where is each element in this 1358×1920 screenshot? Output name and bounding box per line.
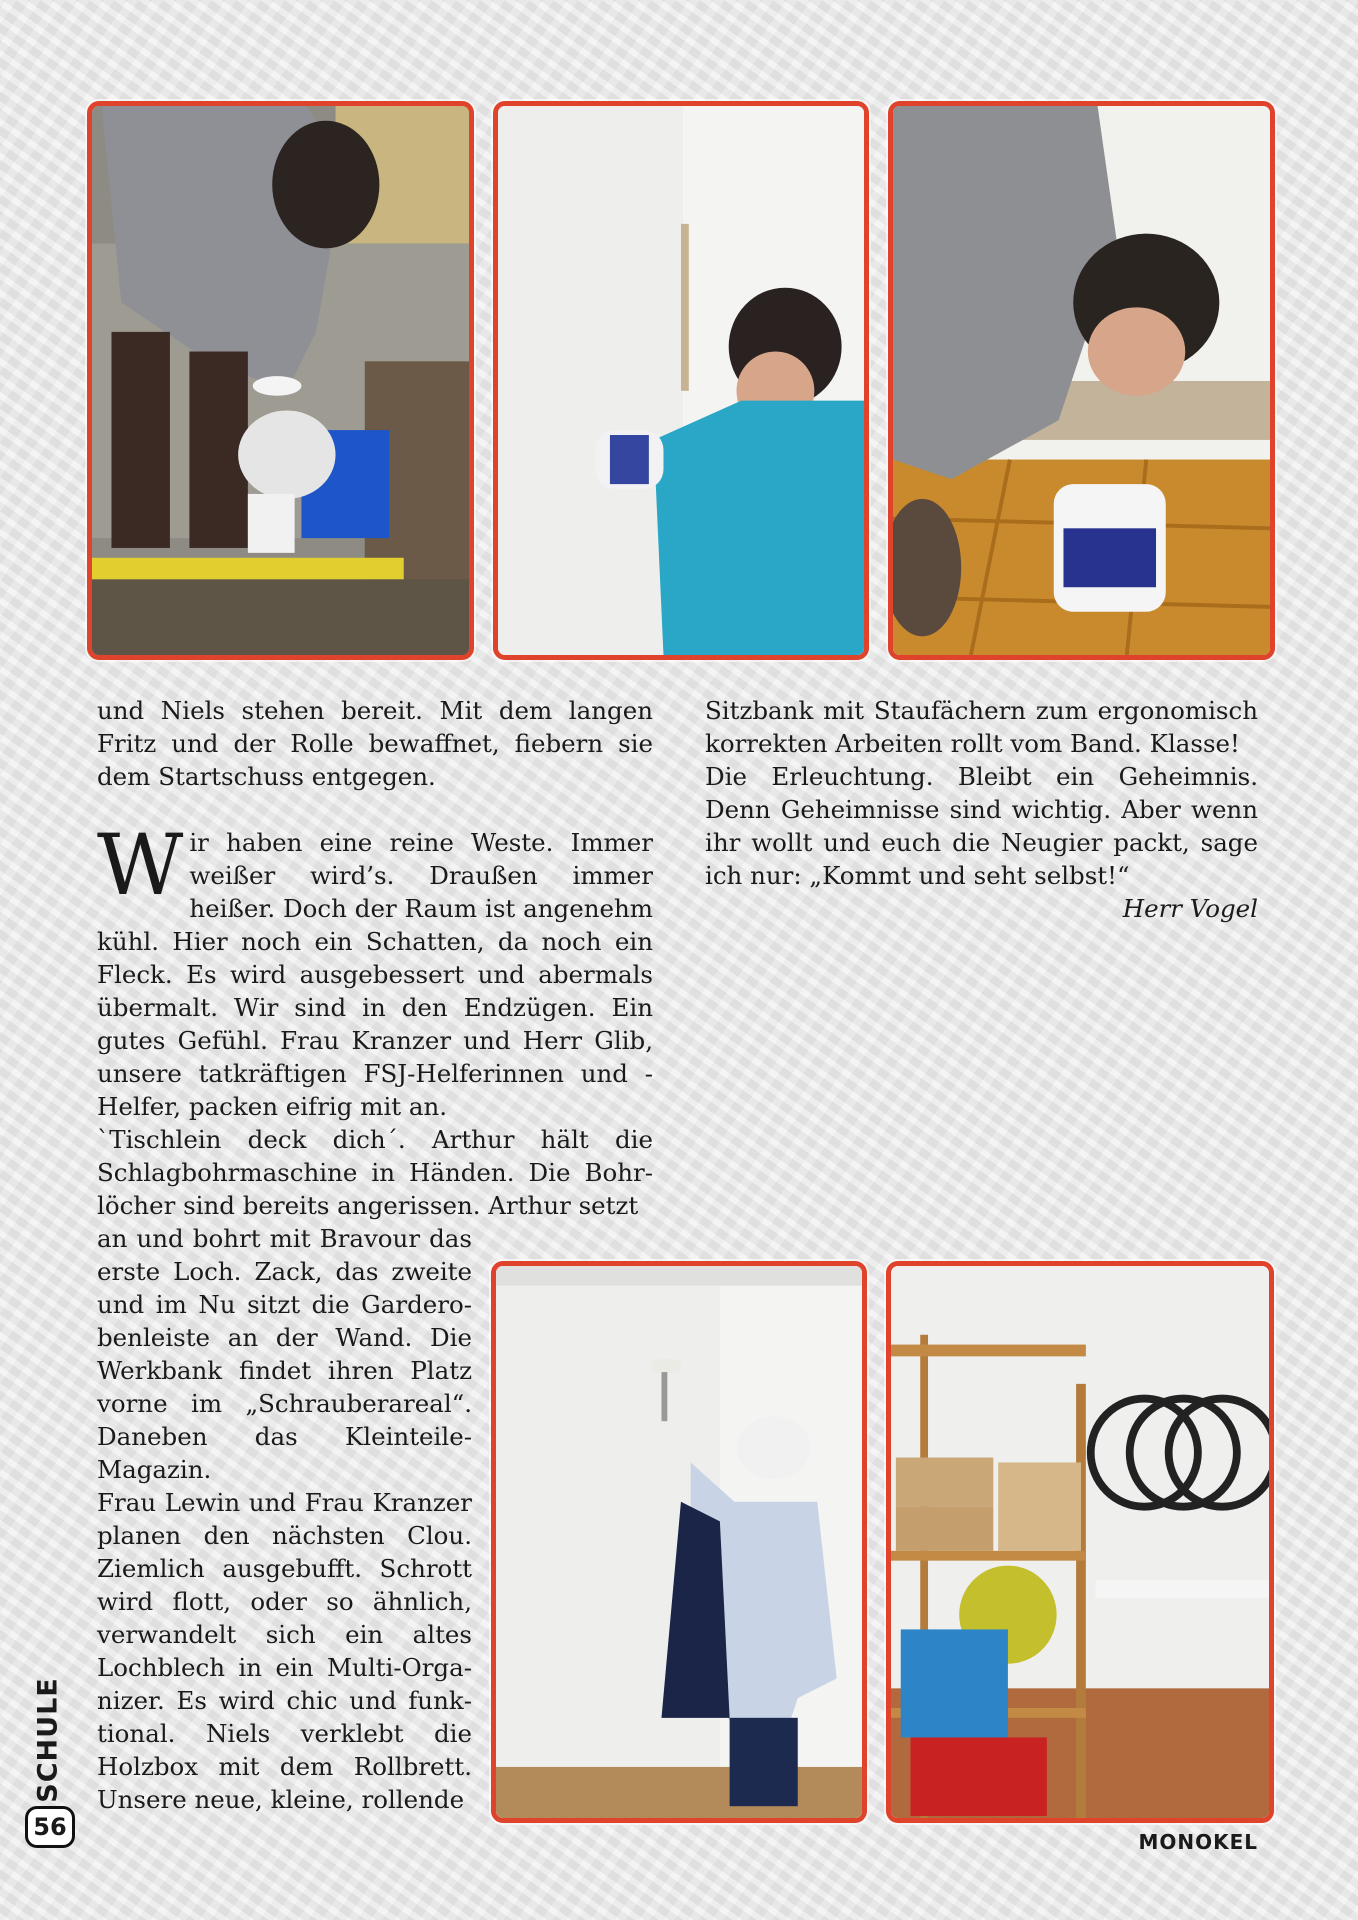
section-label [32,1677,64,1803]
page-number: 56 [25,1806,75,1848]
photo-shelf-room [886,1261,1274,1823]
paragraph-enlightenment: Die Erleuchtung. Bleibt ein Geheimnis. Denn Geheimnisse sind wichtig. Aber wenn ihr wollt und euch die Neugier packt, sage ich nur: „Kommt und seht selbst!“ [705,762,1258,890]
photo-woman-plastering-wall [493,101,869,660]
paragraph-intro-continued: und Niels stehen bereit. Mit dem langen Fritz und der Rolle bewaffnet, fiebern sie dem Startschuss entgegen. [97,696,653,791]
photo-woman-painting-roller [491,1261,867,1823]
paragraph-tischlein: `Tischlein deck dich´. Arthur hält die Schlagbohrmaschine in Händen. Die Bohrlöcher sind bereits angerissen. Arthur setzt [97,1125,653,1220]
paragraph-white-vest [97,816,653,1123]
magazine-brand: MONOKEL [1138,1830,1258,1854]
left-column-upper [97,694,653,1222]
paragraph-white-vest-text: ir haben eine reine Weste. Immer weißer wird’s. Draußen immer heißer. Doch der Raum ist angenehm kühl. Hier noch ein Schatten, da noch ein Fleck. Es wird ausgebessert und abermals übermalt. Wir sind in den Endzügen. Ein gutes Gefühl. Frau Kranzer und Herr Glib, unsere tatkräftigen FSJ-Helferinnen und -Helfer, packen eifrig mit an. [97,828,653,1121]
paragraph-bench: Sitzbank mit Staufächern zum ergonomisch korrekten Arbeiten rollt vom Band. Klasse! [705,696,1258,758]
photo-student-filling-wall [888,101,1275,660]
drop-cap: W [97,816,184,914]
author-signature: Herr Vogel [1122,894,1258,923]
photo-student-painting-bucket [87,101,474,660]
paragraph-drilling: an und bohrt mit Bravour das erste Loch. Zack, das zweite und im Nu sitzt die Garderobenleiste an der Wand. Die Werkbank findet ihren Platz vorne im „Schrauberareal“. Daneben das Kleinteile-Magazin. [97,1224,472,1484]
right-column [705,694,1258,925]
left-column-lower [97,1222,472,1816]
paragraph-next-clou: Frau Lewin und Frau Kranzer planen den nächsten Clou. Ziemlich ausgebufft. Schrott wird flott, oder so ähnlich, verwandelt sich ein altes Lochblech in ein Multi-Organizer. Es wird chic und funktional. Niels verklebt die Holzbox mit dem Rollbrett. Unsere neue, kleine, rollende [97,1488,472,1814]
section-label-text: SCHULE [32,1677,64,1803]
